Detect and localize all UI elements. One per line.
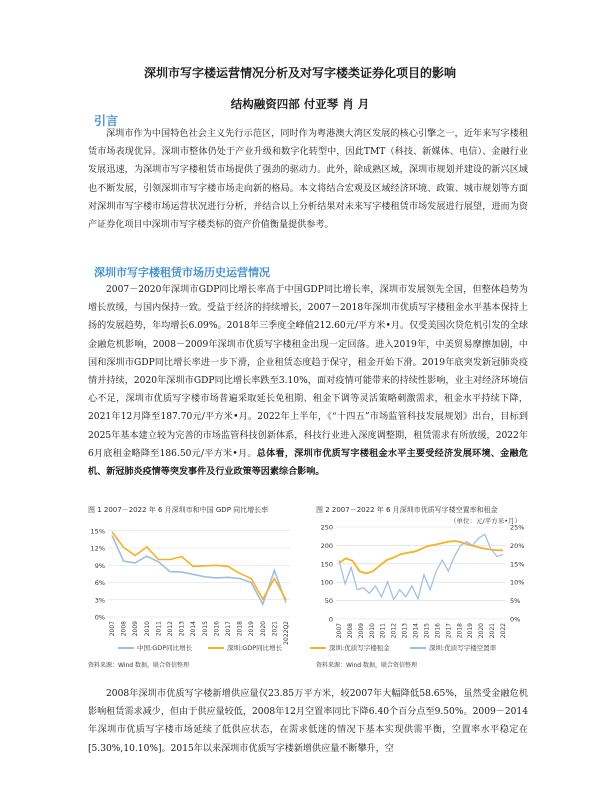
- figure-2-unit: （单位：元/平方米•月）: [450, 517, 522, 525]
- section-heading-history: 深圳市写字楼租赁市场历史运营情况: [94, 266, 270, 279]
- y-tick-label: 6%: [94, 579, 105, 587]
- y-tick-label: 12%: [90, 544, 105, 553]
- x-tick-label: 2014: [190, 621, 198, 637]
- x-tick-label: 2013: [401, 623, 409, 639]
- x-tick-label: 2011: [155, 621, 163, 637]
- paragraph-history-1: [88, 281, 528, 481]
- figure-1-source: 资料来源：Wind 数据，联合资信整理: [88, 662, 189, 669]
- figure-2: [316, 505, 536, 515]
- paragraph-intro: 深圳市作为中国特色社会主义先行示范区，同时作为粤港澳大湾区发展的核心引擎之一，近年来写字楼租赁市场表现优异。深圳市整体仍处于产业升级和数字化转型中，因此TMT（科技、新媒体、电信）、金融行业发展迅速，为深圳市写字楼租赁市场提供了强劲的驱动力。此外，除成熟区域，深圳市规划并建设的新兴区域也不断发展，引领深圳市写字楼市场走向新的格局。本文将结合宏观及区域经济环境、政策、城市规划等方面对深圳市写字楼市场运营状况进行分析，并结合以上分析结果对未来写字楼租赁市场发展进行展望，进而为资产证券化项目中深圳市写字楼类标的资产价值衡量提供参考。: [88, 129, 528, 231]
- x-tick-label: 2016: [434, 623, 442, 639]
- figure-1-caption: 图 1 2007－2022 年 6 月深圳市和中国 GDP 同比增长率: [88, 506, 269, 514]
- y-right-tick-label: 0%: [510, 615, 521, 624]
- y-right-tick-label: 5%: [510, 597, 521, 606]
- legend-label: 深圳:优质写字楼租金: [329, 644, 390, 652]
- paragraph-history-1-text: 2007－2020年深圳市GDP同比增长率高于中国GDP同比增长率，深圳市发展领先全国，但整体趋势为增长放缓，与国内保持一致。受益于经济的持续增长，2007－2018年深圳市优质写字楼租金水平基本保持上扬的发展趋势，年均增长6.09%。2018年三季度全峰值212.60元/平方米•月。仅受美国次贷危机引发的全球金融危机影响，2008－2009年深圳市优质写字楼租金出现一定回落。进入2019年，中美贸易摩擦加剧，中国和深圳市GDP同比增长率进一步下滑，企业租赁态度趋于保守，租金开始下滑。2019年底突发新冠肺炎疫情并持续，2020年深圳市GDP同比增长率跌至3.10%，面对疫情可能带来的持续性影响，业主对经济环境信心不足，深圳市优质写字楼市场普遍采取延长免租期、租金下调等灵活策略刺激需求，租金水平持续下降，2021年12月降至187.70元/平方米•月。2022年上半年，《“十四五”市场监管科技发展规划》出台，目标到2025年基本建立较为完善的市场监管科技创新体系，科技行业进入深度调整期，租赁需求有所放缓，2022年6月底租金略降至186.50元/平方米•月。: [88, 285, 528, 459]
- x-tick-label: 2015: [201, 621, 209, 637]
- x-tick-label: 2007: [336, 623, 343, 639]
- x-tick-label: 2018: [236, 621, 244, 637]
- x-tick-label: 2020: [259, 621, 267, 637]
- x-tick-label: 2010: [368, 623, 376, 639]
- paragraph-history-1-bold: 总体看，深圳市优质写字楼租金水平主要受经济发展环境、金融危机、新冠肺炎疫情等突发事件及行业政策等因素综合影响。: [88, 447, 528, 478]
- x-tick-label: 2012: [167, 621, 174, 637]
- figure-1: [88, 505, 300, 515]
- section-heading-intro: 引言: [94, 114, 119, 128]
- paper-authors: 结构融资四部 付亚琴 肖 月: [230, 97, 370, 111]
- y-left-tick-label: 50: [324, 597, 333, 606]
- y-left-tick-label: 200: [320, 541, 333, 550]
- x-tick-label: 2012: [390, 623, 398, 639]
- x-tick-label: 2017: [445, 623, 453, 639]
- x-tick-label: 2007: [109, 621, 116, 637]
- x-tick-label: 2021: [271, 621, 279, 637]
- x-tick-label: 2021: [489, 623, 497, 639]
- series-line-1: [112, 532, 286, 600]
- y-right-tick-label: 10%: [510, 578, 525, 587]
- x-tick-label: 2016: [213, 621, 221, 637]
- y-tick-label: 9%: [94, 561, 105, 570]
- x-tick-label: 2019: [467, 623, 475, 639]
- figure-2-caption: 图 2 2007－2022 年 6 月深圳市优质写字楼空置率和租金: [316, 506, 498, 514]
- figure-2-source: 资料来源：Wind 数据，联合资信整理: [316, 662, 417, 669]
- y-right-tick-label: 25%: [510, 523, 525, 532]
- x-tick-label: 2015: [423, 623, 431, 639]
- x-tick-label: 2008: [346, 623, 354, 639]
- paragraph-history-2: 2008年深圳市优质写字楼新增供应量仅23.85万平方米，较2007年大幅降低58.65%，虽然受金融危机影响租赁需求减少，但由于供应量较低，2008年12月空置率同比下降6.40个百分点至9.50%。2009－2014年深圳市优质写字楼市场延续了低供应状态，在需求低迷的情况下基本实现供需平衡，空置率水平稳定在[5.30%,10.10%]。2015年以来深圳市优质写字楼新增供应量不断攀升，空: [88, 689, 528, 754]
- x-tick-label: 2010: [143, 621, 151, 637]
- y-tick-label: 3%: [94, 596, 105, 605]
- legend-label: 中国:GDP同比增长: [137, 644, 193, 652]
- legend-label: 深圳:优质写字楼空置率: [429, 644, 497, 652]
- x-tick-label: 2017: [225, 621, 232, 637]
- x-tick-label: 2009: [357, 623, 365, 639]
- x-tick-label: 2019: [248, 621, 256, 637]
- x-tick-label: 2020: [478, 623, 486, 639]
- y-left-tick-label: 150: [320, 560, 333, 569]
- y-right-tick-label: 15%: [510, 560, 525, 569]
- series-line-0: [339, 541, 503, 573]
- x-tick-label: 2013: [178, 621, 186, 637]
- y-left-tick-label: 0: [328, 615, 333, 624]
- x-tick-label: 2009: [132, 621, 140, 637]
- legend-label: 深圳:GDP同比增长: [227, 644, 283, 652]
- y-right-tick-label: 20%: [510, 541, 525, 550]
- y-left-tick-label: 100: [320, 578, 333, 587]
- chart-gdp-growth: [78, 517, 308, 657]
- x-tick-label: 2011: [379, 623, 387, 639]
- x-tick-label: 2014: [412, 623, 420, 639]
- x-tick-label: 2018: [456, 623, 464, 639]
- y-tick-label: 15%: [90, 527, 105, 536]
- chart-rent-vacancy: [306, 521, 542, 657]
- series-line-1: [339, 534, 503, 599]
- y-tick-label: 0%: [94, 613, 105, 622]
- paper-title: 深圳市写字楼运营情况分析及对写字楼类证券化项目的影响: [143, 66, 456, 80]
- x-tick-label: 2008: [120, 621, 128, 637]
- x-tick-label: 2022Q2: [283, 621, 290, 645]
- x-tick-label: 2022: [500, 623, 507, 639]
- y-left-tick-label: 250: [320, 523, 333, 532]
